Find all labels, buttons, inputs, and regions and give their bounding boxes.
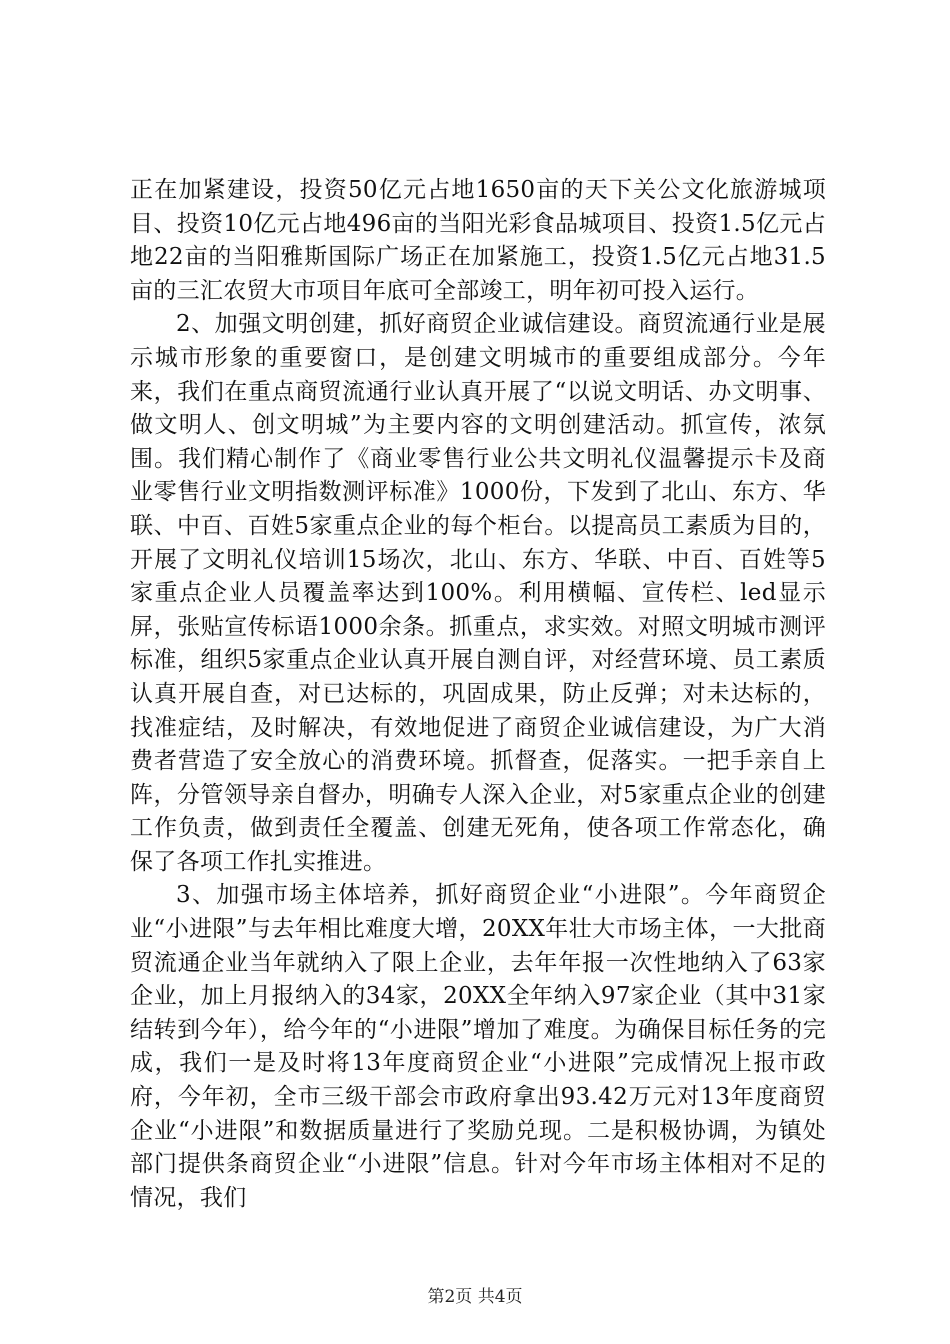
paragraph-2: 2、加强文明创建，抓好商贸企业诚信建设。商贸流通行业是展示城市形象的重要窗口，是创建文明城市的重要组成部分。今年来，我们在重点商贸流通行业认真开展了“以说文明话、办文明事、做文明人、创文明城”为主要内容的文明创建活动。抓宣传，浓氛围。我们精心制作了《商业零售行业公共文明礼仪温馨提示卡及商业零售行业文明指数测评标准》1000份，下发到了北山、东方、华联、中百、百姓5家重点企业的每个柜台。以提高员工素质为目的，开展了文明礼仪培训15场次，北山、东方、华联、中百、百姓等5家重点企业人员覆盖率达到100%。利用横幅、宣传栏、led显示屏，张贴宣传标语1000余条。抓重点，求实效。对照文明城市测评标准，组织5家重点企业认真开展自测自评，对经营环境、员工素质认真开展自查，对已达标的，巩固成果，防止反弹；对未达标的，找准症结，及时解决，有效地促进了商贸企业诚信建设，为广大消费者营造了安全放心的消费环境。抓督查，促落实。一把手亲自上阵，分管领导亲自督办，明确专人深入企业，对5家重点企业的创建工作负责，做到责任全覆盖、创建无死角，使各项工作常态化，确保了各项工作扎实推进。 [130,311,826,875]
page-footer [0,1282,950,1307]
paragraph-1: 正在加紧建设，投资50亿元占地1650亩的天下关公文化旅游城项目、投资10亿元占地496亩的当阳光彩食品城项目、投资1.5亿元占地22亩的当阳雅斯国际广场正在加紧施工，投资1.5亿元占地31.5亩的三汇农贸大市项目年底可全部竣工，明年初可投入运行。 [130,177,826,304]
paragraph-3: 3、加强市场主体培养，抓好商贸企业“小进限”。今年商贸企业“小进限”与去年相比难度大增，20XX年壮大市场主体，一大批商贸流通企业当年就纳入了限上企业，去年年报一次性地纳入了63家企业，加上月报纳入的34家，20XX全年纳入97家企业（其中31家结转到今年），给今年的“小进限”增加了难度。为确保目标任务的完成，我们一是及时将13年度商贸企业“小进限”完成情况上报市政府，今年初，全市三级干部会市政府拿出93.42万元对13年度商贸企业“小进限”和数据质量进行了奖励兑现。二是积极协调，为镇处部门提供条商贸企业“小进限”信息。针对今年市场主体相对不足的情况，我们 [130,882,826,1211]
document-body [130,174,826,1215]
page-number-label: 第2页 共4页 [427,1287,523,1307]
